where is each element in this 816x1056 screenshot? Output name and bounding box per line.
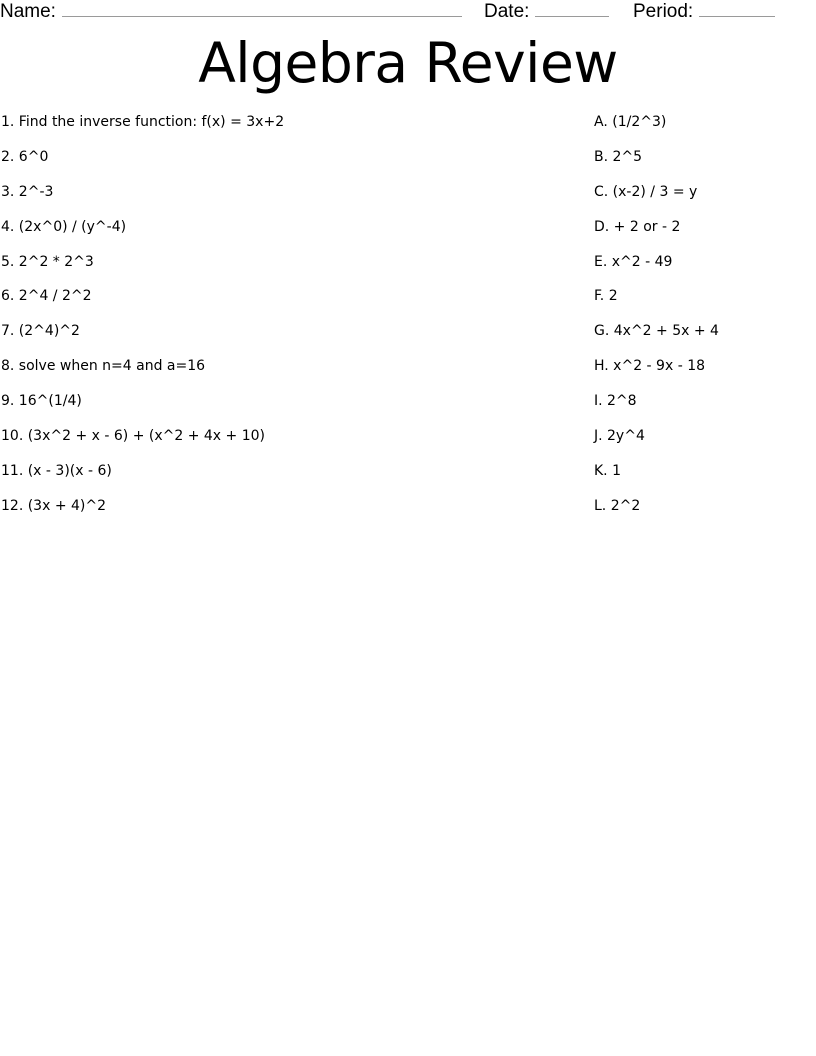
question-item: 5. 2^2 * 2^3 — [1, 253, 94, 270]
question-item: 11. (x - 3)(x - 6) — [1, 462, 112, 479]
name-label: Name: — [0, 1, 56, 22]
name-blank-line[interactable] — [62, 0, 462, 17]
answer-item: I. 2^8 — [594, 393, 637, 410]
question-item: 3. 2^-3 — [1, 183, 54, 200]
answer-item: K. 1 — [594, 462, 621, 479]
question-item: 1. Find the inverse function: f(x) = 3x+2 — [1, 114, 285, 130]
worksheet-header — [0, 0, 816, 22]
period-label: Period: — [633, 1, 694, 22]
answer-item: E. x^2 - 49 — [594, 253, 673, 270]
name-field — [0, 0, 462, 23]
answer-item: D. + 2 or - 2 — [594, 218, 681, 235]
question-item: 4. (2x^0) / (y^-4) — [1, 218, 127, 235]
period-field — [633, 0, 775, 23]
answer-item: H. x^2 - 9x - 18 — [594, 358, 706, 375]
answer-item: F. 2 — [594, 288, 618, 305]
answer-item: C. (x-2) / 3 = y — [594, 183, 698, 200]
answer-item: A. (1/2^3) — [594, 114, 667, 130]
question-item: 12. (3x + 4)^2 — [1, 497, 107, 514]
question-item: 7. (2^4)^2 — [1, 323, 80, 340]
answer-item: L. 2^2 — [594, 497, 641, 514]
page-title: Algebra Review — [198, 31, 618, 95]
question-item: 6. 2^4 / 2^2 — [1, 288, 92, 305]
answer-list — [594, 111, 814, 530]
question-item: 2. 6^0 — [1, 148, 49, 165]
date-blank-line[interactable] — [535, 0, 609, 17]
question-item: 8. solve when n=4 and a=16 — [1, 358, 206, 375]
answer-item: B. 2^5 — [594, 148, 643, 165]
date-field — [484, 0, 609, 23]
answer-item: J. 2y^4 — [594, 428, 645, 445]
period-blank-line[interactable] — [699, 0, 775, 17]
question-list — [1, 111, 561, 530]
answer-item: G. 4x^2 + 5x + 4 — [594, 323, 719, 340]
question-item: 10. (3x^2 + x - 6) + (x^2 + 4x + 10) — [1, 428, 265, 445]
date-label: Date: — [484, 1, 530, 22]
question-item: 9. 16^(1/4) — [1, 393, 82, 410]
